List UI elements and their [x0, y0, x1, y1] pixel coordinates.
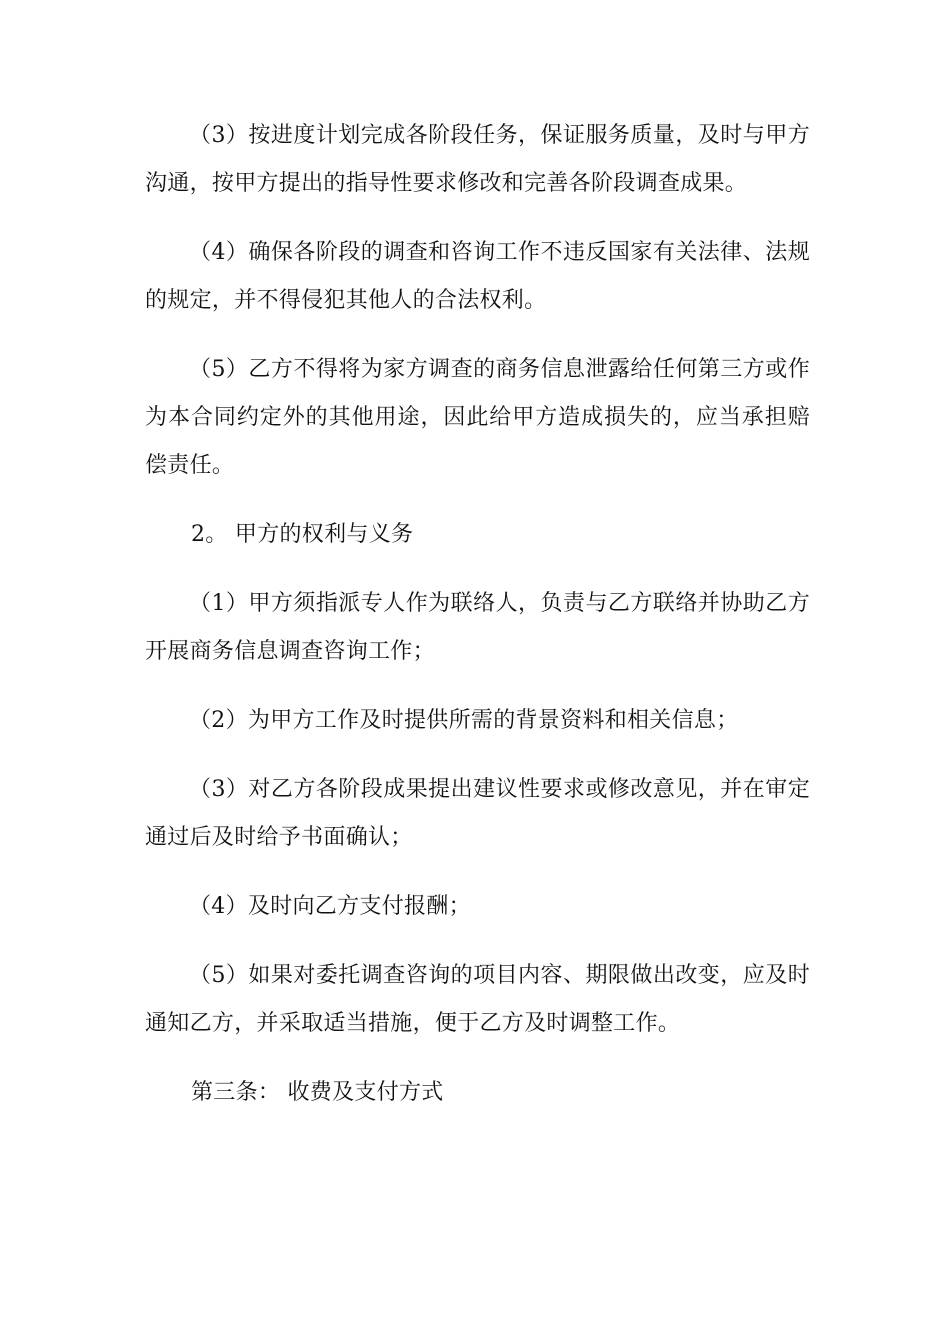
paragraph-party-a-1: （1）甲方须指派专人作为联络人，负责与乙方联络并协助乙方开展商务信息调查咨询工作；: [145, 591, 810, 664]
paragraph-party-a-4: （4）及时向乙方支付报酬；: [189, 894, 471, 919]
article-heading-fees: 第三条： 收费及支付方式: [191, 1080, 444, 1105]
document-body: [145, 112, 810, 1138]
paragraph-party-a-2: （2）为甲方工作及时提供所需的背景资料和相关信息；: [189, 708, 739, 733]
paragraph-party-a-3: （3）对乙方各阶段成果提出建议性要求或修改意见，并在审定通过后及时给予书面确认；: [145, 777, 810, 850]
paragraph-obligation-5: （5）乙方不得将为家方调查的商务信息泄露给任何第三方或作为本合同约定外的其他用途，因此给甲方造成损失的，应当承担赔偿责任。: [145, 357, 810, 478]
paragraph-obligation-3: （3）按进度计划完成各阶段任务，保证服务质量，及时与甲方沟通，按甲方提出的指导性要求修改和完善各阶段调查成果。: [145, 123, 810, 196]
section-heading-party-a-rights: 2。 甲方的权利与义务: [191, 522, 414, 547]
paragraph-obligation-4: （4）确保各阶段的调查和咨询工作不违反国家有关法律、法规的规定，并不得侵犯其他人的合法权利。: [145, 240, 810, 313]
paragraph-party-a-5: （5）如果对委托调查咨询的项目内容、期限做出改变，应及时通知乙方，并采取适当措施，便于乙方及时调整工作。: [145, 963, 810, 1036]
